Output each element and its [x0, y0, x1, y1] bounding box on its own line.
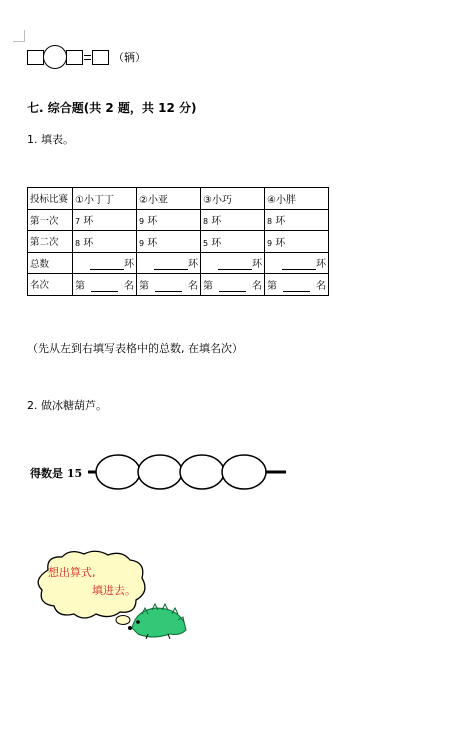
score-unit: 环	[211, 237, 222, 249]
score-cell	[137, 209, 201, 231]
score-value: 8	[203, 217, 209, 227]
rank-blank[interactable]	[91, 282, 118, 292]
hedgehog-thought-illustration	[30, 548, 190, 643]
rank-blank[interactable]	[283, 282, 310, 292]
score-value: 9	[267, 238, 273, 248]
total-cell[interactable]	[265, 252, 329, 274]
header-cell: ①小丁丁	[73, 188, 137, 210]
header-cell: ③小巧	[201, 188, 265, 210]
header-cell: 投标比赛	[28, 188, 73, 210]
row-label: 总数	[28, 252, 73, 274]
haw-ball[interactable]	[138, 455, 182, 489]
rank-cell[interactable]	[201, 274, 265, 296]
score-table	[27, 187, 329, 296]
rank-suffix: 名	[252, 280, 262, 292]
score-unit: 环	[275, 237, 286, 249]
table-row	[28, 209, 329, 231]
score-unit: 环	[275, 216, 286, 228]
table-row	[28, 231, 329, 253]
total-cell[interactable]	[73, 252, 137, 274]
score-cell	[265, 209, 329, 231]
score-value: 9	[139, 217, 145, 227]
rank-prefix: 第	[139, 280, 149, 292]
haw-ball[interactable]	[222, 455, 266, 489]
table-header-row	[28, 188, 329, 210]
equals-sign	[84, 55, 91, 60]
rank-blank[interactable]	[155, 282, 182, 292]
rank-row	[28, 274, 329, 296]
row-label: 名次	[28, 274, 73, 296]
total-unit: 环	[252, 259, 262, 271]
rank-suffix: 名	[124, 280, 134, 292]
total-blank[interactable]	[282, 260, 316, 270]
score-unit: 环	[147, 216, 158, 228]
instruction-note: （先从左到右填写表格中的总数, 在填名次）	[27, 342, 243, 355]
hedgehog-icon	[128, 604, 186, 639]
total-blank[interactable]	[90, 260, 124, 270]
section-title: 七. 综合题(共 2 题，共 12 分)	[27, 101, 197, 115]
rank-prefix: 第	[203, 280, 213, 292]
score-unit: 环	[147, 237, 158, 249]
score-cell	[73, 209, 137, 231]
haw-ball[interactable]	[96, 455, 140, 489]
answer-box[interactable]	[27, 50, 44, 65]
rank-cell[interactable]	[265, 274, 329, 296]
row-label: 第二次	[28, 231, 73, 253]
candied-haws-skewer	[88, 452, 288, 492]
total-unit: 环	[316, 259, 326, 271]
answer-box[interactable]	[92, 50, 109, 65]
unit-label: （辆）	[113, 51, 146, 64]
total-cell[interactable]	[137, 252, 201, 274]
question-1-title: 1. 填表。	[27, 133, 74, 146]
rank-blank[interactable]	[219, 282, 246, 292]
score-value: 7	[75, 217, 81, 227]
score-value: 9	[139, 238, 145, 248]
score-cell	[137, 231, 201, 253]
total-unit: 环	[124, 259, 134, 271]
total-cell[interactable]	[201, 252, 265, 274]
score-cell	[73, 231, 137, 253]
haw-ball[interactable]	[180, 455, 224, 489]
row-label: 第一次	[28, 209, 73, 231]
rank-cell[interactable]	[73, 274, 137, 296]
thought-dot	[116, 616, 130, 625]
equation-row	[27, 44, 146, 70]
score-unit: 环	[211, 216, 222, 228]
header-cell: ④小胖	[265, 188, 329, 210]
rank-prefix: 第	[267, 280, 277, 292]
total-unit: 环	[188, 259, 198, 271]
operator-circle[interactable]	[43, 45, 67, 69]
total-row	[28, 252, 329, 274]
score-value: 8	[75, 238, 81, 248]
question-2-title: 2. 做冰糖葫芦。	[27, 399, 107, 412]
score-cell	[201, 209, 265, 231]
bubble-text-line2: 填进去。	[92, 584, 136, 597]
score-unit: 环	[83, 216, 94, 228]
total-blank[interactable]	[154, 260, 188, 270]
total-blank[interactable]	[218, 260, 252, 270]
rank-suffix: 名	[316, 280, 326, 292]
score-value: 8	[267, 217, 273, 227]
score-cell	[265, 231, 329, 253]
bubble-text-line1: 想出算式,	[48, 566, 96, 579]
target-score-label: 得数是 15	[30, 467, 83, 480]
crop-mark	[13, 30, 25, 42]
score-unit: 环	[83, 237, 94, 249]
answer-box[interactable]	[66, 50, 83, 65]
score-value: 5	[203, 238, 209, 248]
score-cell	[201, 231, 265, 253]
rank-prefix: 第	[75, 280, 85, 292]
rank-suffix: 名	[188, 280, 198, 292]
rank-cell[interactable]	[137, 274, 201, 296]
header-cell: ②小亚	[137, 188, 201, 210]
